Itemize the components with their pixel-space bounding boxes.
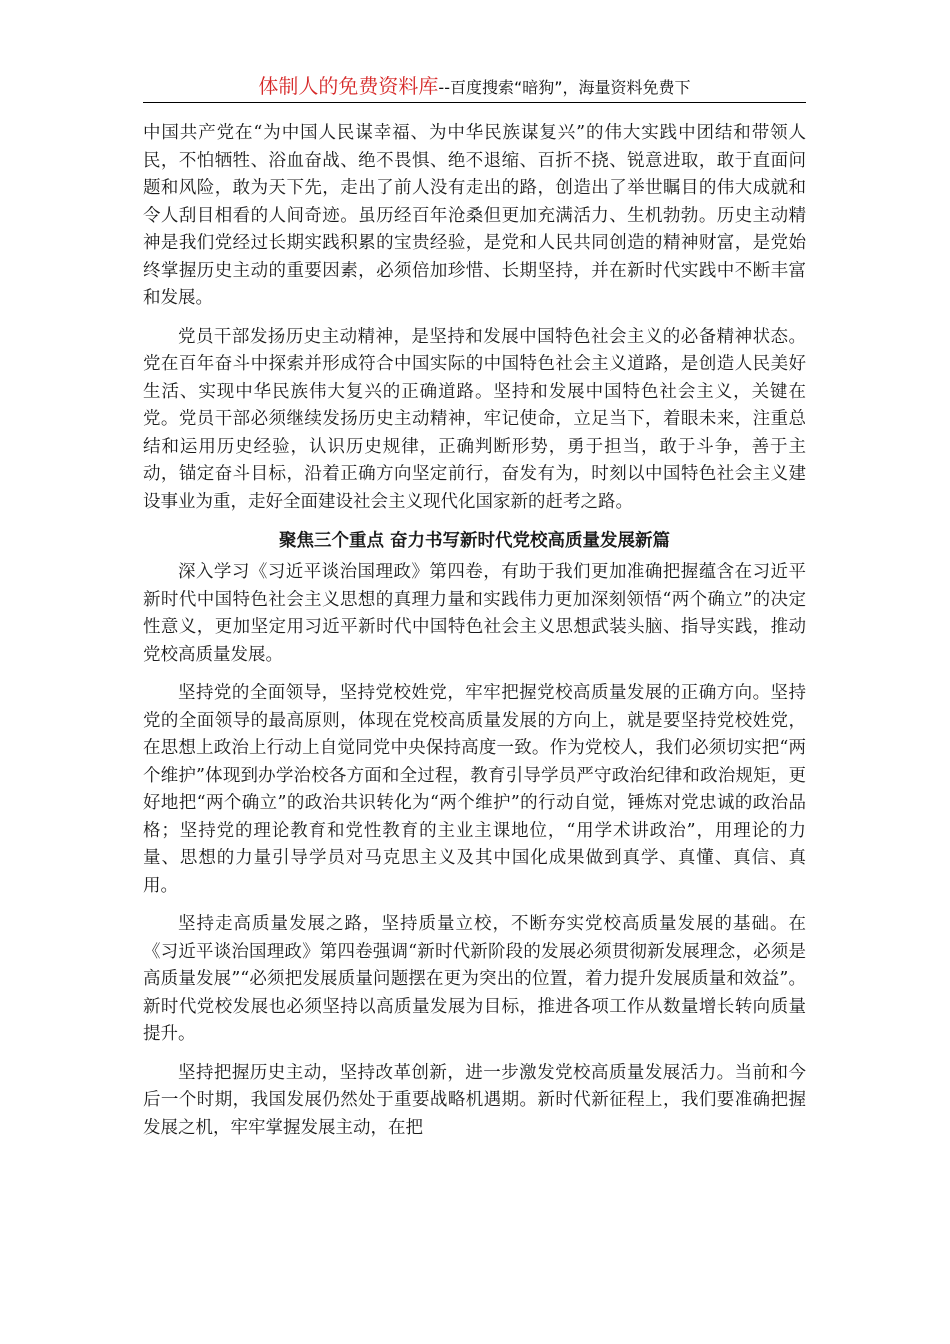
body-paragraph: 坚持党的全面领导，坚持党校姓党，牢牢把握党校高质量发展的正确方向。坚持党的全面领导的最高原则，体现在党校高质量发展的方向上，就是要坚持党校姓党，在思想上政治上行动上自觉同党中央保持高度一致。作为党校人，我们必须切实把“两个维护”体现到办学治校各方面和全过程，教育引导学员严守政治纪律和政治规矩，更好地把“两个确立”的政治共识转化为“两个维护”的行动自觉，锤炼对党忠诚的政治品格；坚持党的理论教育和党性教育的主业主课地位，“用学术讲政治”，用理论的力量、思想的力量引导学员对马克思主义及其中国化成果做到真学、真懂、真信、真用。 [143, 683, 806, 896]
body-paragraph: 深入学习《习近平谈治国理政》第四卷，有助于我们更加准确把握蕴含在习近平新时代中国特色社会主义思想的真理力量和实践伟力更加深刻领悟“两个确立”的决定性意义，更加坚定用习近平新时代中国特色社会主义思想武装头脑、指导实践，推动党校高质量发展。 [143, 562, 806, 665]
header-tagline: --百度搜索“暗狗”，海量资料免费下 [438, 78, 691, 97]
body-paragraph: 党员干部发扬历史主动精神，是坚持和发展中国特色社会主义的必备精神状态。党在百年奋斗中探索并形成符合中国实际的中国特色社会主义道路，是创造人民美好生活、实现中华民族伟大复兴的正确道路。坚持和发展中国特色社会主义，关键在党。党员干部必须继续发扬历史主动精神，牢记使命，立足当下，着眼未来，注重总结和运用历史经验，认识历史规律，正确判断形势，勇于担当，敢于斗争，善于主动，锚定奋斗目标，沿着正确方向坚定前行，奋发有为，时刻以中国特色社会主义建设事业为重，走好全面建设社会主义现代化国家新的赶考之路。 [143, 326, 806, 512]
document-body [143, 120, 806, 1153]
page-header [143, 70, 806, 103]
header-brand-title: 体制人的免费资料库 [258, 74, 439, 98]
body-paragraph: 坚持走高质量发展之路，坚持质量立校，不断夯实党校高质量发展的基础。在《习近平谈治国理政》第四卷强调“新时代新阶段的发展必须贯彻新发展理念，必须是高质量发展”“必须把发展质量问题摆在更为突出的位置，着力提升发展质量和效益”。新时代党校发展也必须坚持以高质量发展为目标，推进各项工作从数量增长转向质量提升。 [143, 914, 806, 1044]
section-heading: 聚焦三个重点 奋力书写新时代党校高质量发展新篇 [278, 531, 671, 551]
body-paragraph: 中国共产党在“为中国人民谋幸福、为中华民族谋复兴”的伟大实践中团结和带领人民，不怕牺牲、浴血奋战、绝不畏惧、绝不退缩、百折不挠、锐意进取，敢于直面问题和风险，敢为天下先，走出了前人没有走出的路，创造出了举世瞩目的伟大成就和令人刮目相看的人间奇迹。虽历经百年沧桑但更加充满活力、生机勃勃。历史主动精神是我们党经过长期实践积累的宝贵经验，是党和人民共同创造的精神财富，是党始终掌握历史主动的重要因素，必须倍加珍惜、长期坚持，并在新时代实践中不断丰富和发展。 [143, 123, 806, 308]
body-paragraph: 坚持把握历史主动，坚持改革创新，进一步激发党校高质量发展活力。当前和今后一个时期，我国发展仍然处于重要战略机遇期。新时代新征程上，我们要准确把握发展之机，牢牢掌握发展主动，在把 [143, 1062, 806, 1138]
